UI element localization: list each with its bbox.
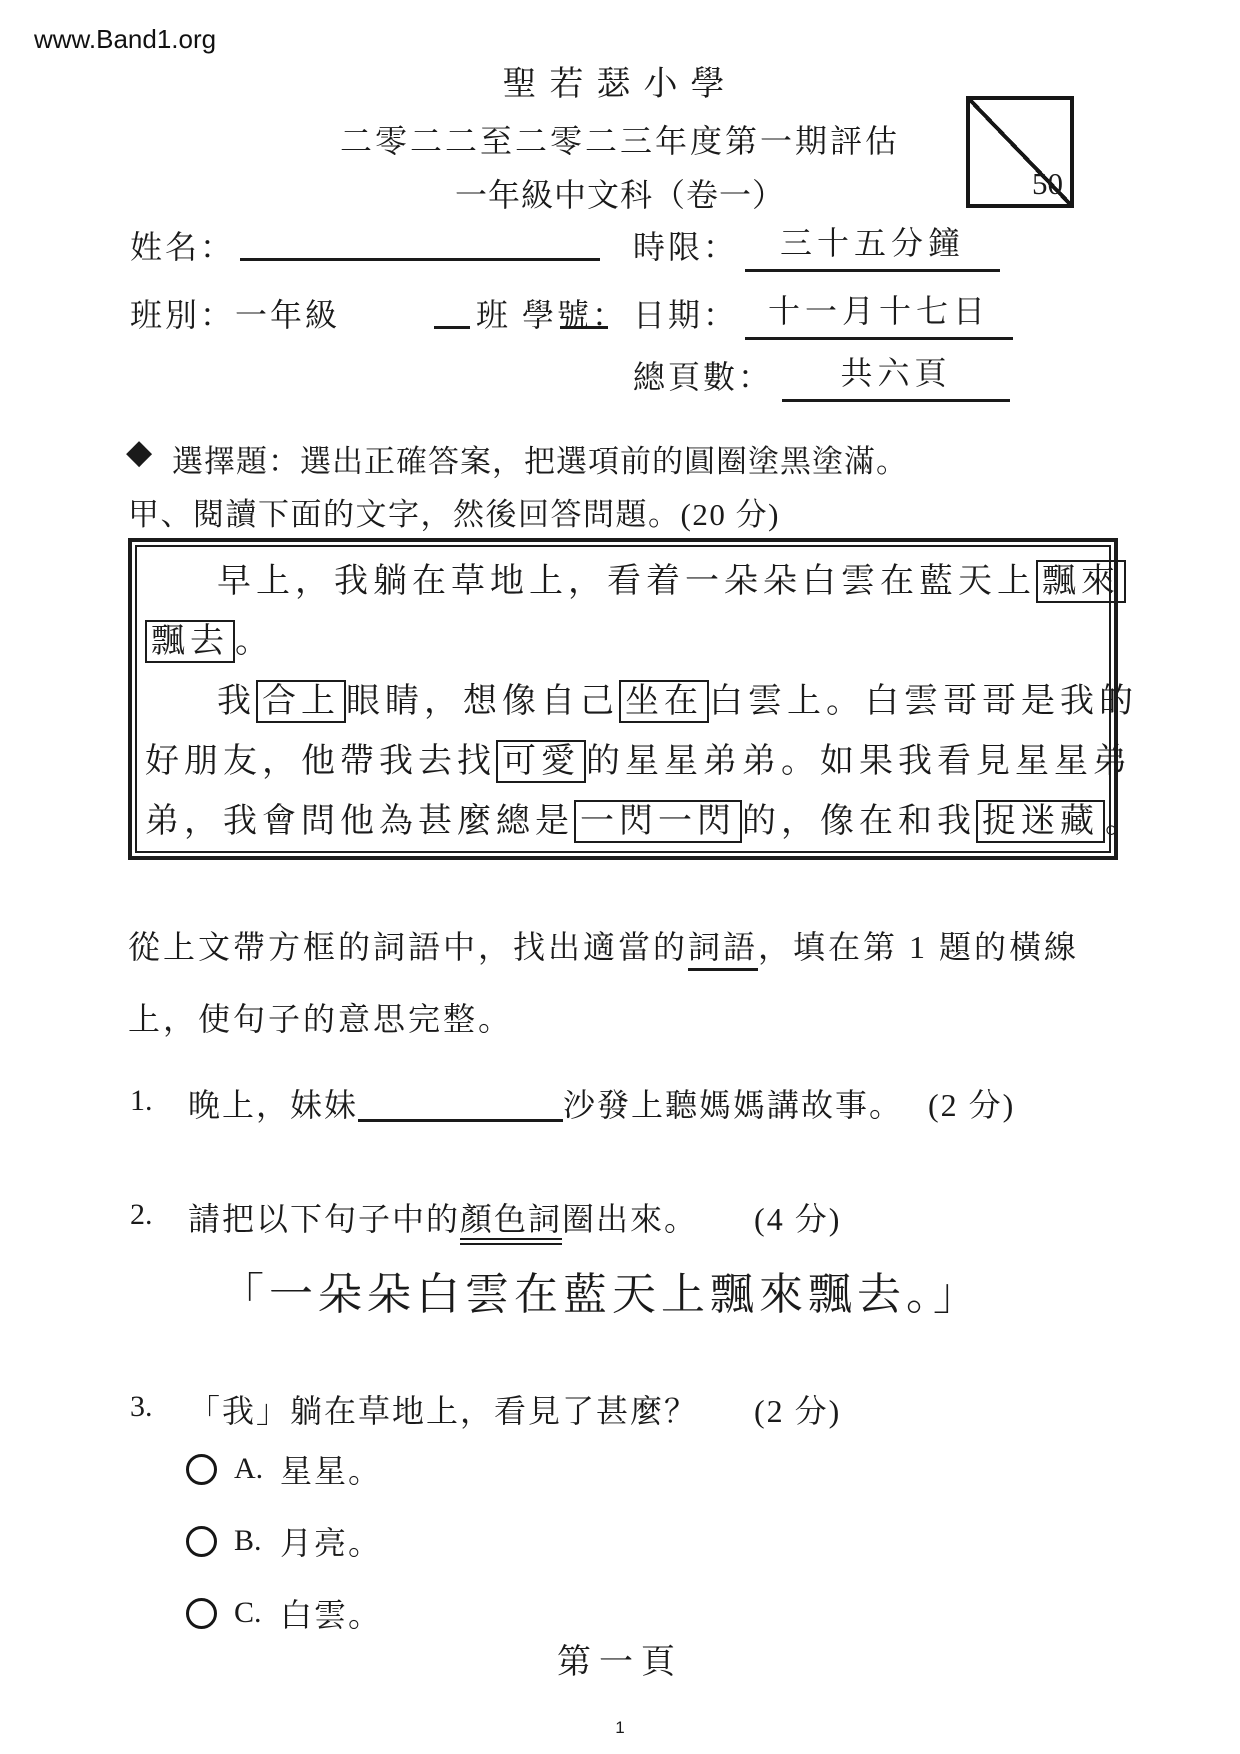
reading-passage-box	[128, 538, 1144, 860]
boxed-word: 一閃一閃	[574, 800, 742, 843]
q1-post: 沙發上聽媽媽講故事。	[563, 1087, 904, 1123]
time-limit-label: 時限：	[633, 229, 739, 265]
student-number-label: 班 學號：	[476, 297, 628, 333]
page-number: 1	[615, 1718, 625, 1737]
name-label: 姓名：	[130, 229, 236, 265]
q1-marks: (2 分)	[928, 1087, 1016, 1123]
option-letter: C.	[234, 1596, 262, 1629]
time-limit-value: 三十五分鐘	[745, 218, 1000, 272]
watermark-url: www.Band1.org	[34, 24, 217, 54]
school-name: 聖若瑟小學	[502, 66, 738, 103]
passage-lines	[135, 545, 1144, 853]
passage-line	[145, 612, 1101, 672]
instruction-text: ，填在第 1 題的橫線	[758, 929, 1080, 965]
passage-text: 。	[235, 623, 274, 660]
option-text: 月亮。	[280, 1525, 383, 1561]
option-row	[186, 1518, 382, 1564]
passage-text: 好朋友，他帶我去找	[145, 743, 496, 780]
passage-text: 的，像在和我	[742, 803, 976, 840]
date-label: 日期：	[633, 297, 739, 333]
option-text: 星星。	[280, 1453, 383, 1489]
q1-answer-blank[interactable]	[358, 1085, 563, 1122]
fill-instruction-line2: 上，使句子的意思完整。	[128, 1001, 514, 1037]
option-letter: B.	[234, 1524, 262, 1557]
option-text: 白雲。	[280, 1597, 383, 1633]
paper-title: 一年級中文科（卷一）	[454, 177, 785, 213]
answer-bubble[interactable]	[186, 1454, 217, 1485]
assessment-title: 二零二二至二零二三年度第一期評估	[339, 123, 900, 159]
score-box	[966, 96, 1074, 208]
footer-page-label: 第一頁	[557, 1644, 683, 1681]
boxed-word: 飄去	[145, 620, 235, 663]
q3-options	[186, 1446, 382, 1662]
passage-text: 弟，我會問他為甚麼總是	[145, 803, 574, 840]
q2-sentence: 「一朵朵白雲在藍天上飄來飄去。」	[220, 1270, 982, 1319]
answer-bubble[interactable]	[186, 1598, 217, 1629]
passage-text: 眼睛，想像自己	[346, 683, 619, 720]
q3-number: 3.	[130, 1390, 153, 1423]
q1-number: 1.	[130, 1084, 153, 1117]
option-row	[186, 1590, 382, 1636]
passage-text: 的星星弟弟。如果我看見星星弟	[586, 743, 1132, 780]
total-pages-label: 總頁數：	[633, 359, 774, 395]
q3-question: 「我」躺在草地上，看見了甚麼？	[188, 1393, 699, 1429]
diamond-bullet-icon: ◆	[126, 434, 153, 471]
q2-pre: 請把以下句子中的	[188, 1201, 461, 1237]
total-pages-value: 共六頁	[782, 348, 1010, 402]
q2-post: 圈出來。	[562, 1201, 699, 1237]
q1-text	[188, 1080, 903, 1126]
name-blank[interactable]	[240, 222, 600, 261]
passage-line	[145, 672, 1138, 732]
passage-text: 我	[217, 683, 256, 720]
q2-marks: (4 分)	[754, 1201, 842, 1237]
class-blank[interactable]	[434, 290, 470, 329]
instruction-text: 從上文帶方框的詞語中，找出適當的	[128, 929, 689, 965]
passage-text: 。	[1105, 803, 1144, 840]
q2-emphasized-term: 顏色詞	[460, 1201, 562, 1245]
date-value: 十一月十七日	[745, 286, 1013, 340]
q2-number: 2.	[130, 1198, 153, 1231]
q3-marks: (2 分)	[754, 1393, 842, 1429]
boxed-word: 飄來	[1036, 560, 1126, 603]
class-label: 班別：一年級	[130, 297, 341, 333]
q2-text	[188, 1194, 841, 1240]
answer-bubble[interactable]	[186, 1526, 217, 1557]
passage-text: 早上，我躺在草地上，看着一朵朵白雲在藍天上	[217, 563, 1036, 600]
boxed-word: 坐在	[619, 680, 709, 723]
fill-instruction-line1	[128, 922, 1079, 968]
underlined-term: 詞語	[688, 929, 758, 971]
boxed-word: 捉迷藏	[976, 800, 1105, 843]
option-letter: A.	[234, 1452, 264, 1485]
passage-line	[145, 552, 1120, 612]
passage-line	[145, 792, 1144, 852]
q3-text	[188, 1386, 841, 1432]
boxed-word: 可愛	[496, 740, 586, 783]
section-a-instruction: 甲、閱讀下面的文字，然後回答問題。(20 分)	[128, 497, 780, 532]
passage-text: 白雲上。白雲哥哥是我的	[709, 683, 1138, 720]
mc-instruction: 選擇題：選出正確答案，把選項前的圓圈塗黑塗滿。	[172, 444, 908, 479]
boxed-word: 合上	[256, 680, 346, 723]
option-row	[186, 1446, 382, 1492]
q1-pre: 晚上，妹妹	[188, 1087, 359, 1123]
student-number-blank[interactable]	[560, 290, 608, 329]
score-total: 50	[1032, 166, 1063, 201]
passage-line	[145, 732, 1132, 792]
